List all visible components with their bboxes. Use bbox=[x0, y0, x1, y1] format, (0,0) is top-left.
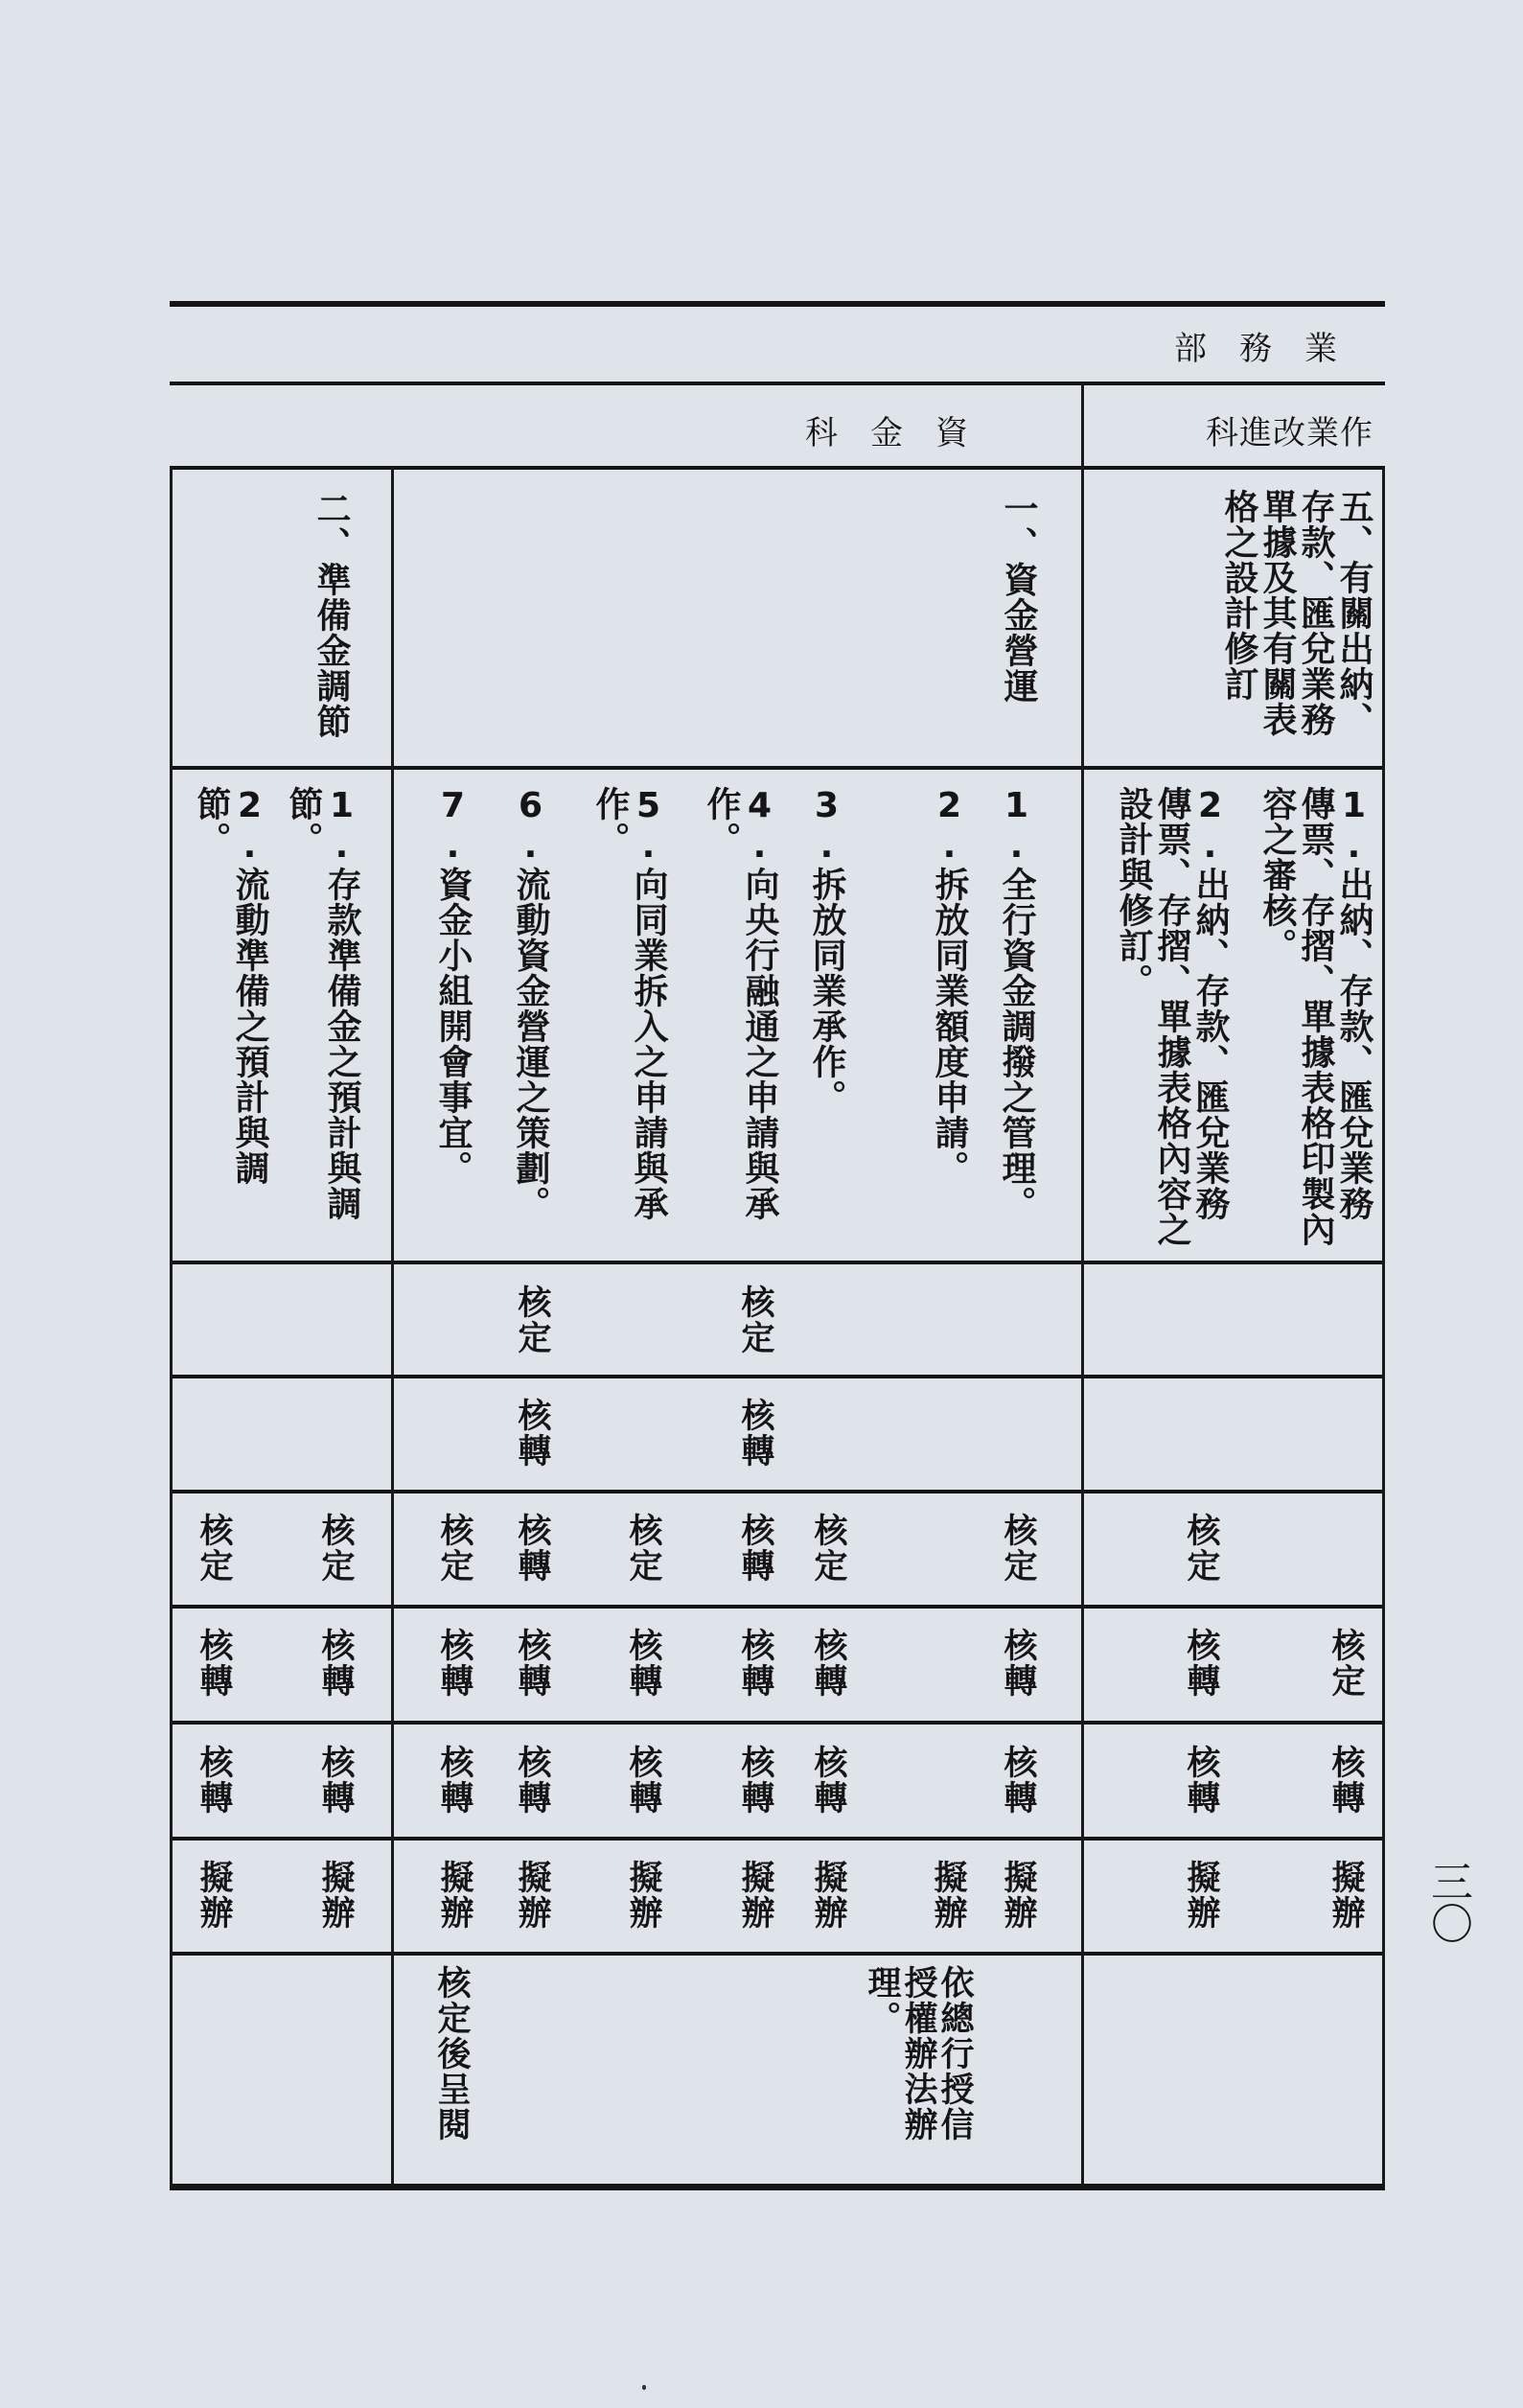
authority-cell-funds-item-5-row-6: 擬辦 bbox=[624, 1860, 662, 1931]
funds-item-6: 6.流動資金營運之策劃。 bbox=[511, 786, 550, 1221]
authority-cell-funds-item-7-row-3: 核定 bbox=[435, 1513, 473, 1584]
authority-cell-reserve-item-2-row-6: 擬辦 bbox=[195, 1860, 233, 1931]
authority-cell-reserve-item-1-row-3: 核定 bbox=[316, 1513, 355, 1584]
remark-funds-item-2: 依總行授信授權辦法辦理。 bbox=[863, 1965, 974, 2142]
authority-row-3-rule bbox=[170, 1490, 1385, 1493]
remarks-rule bbox=[170, 1952, 1385, 1956]
authority-cell-funds-item-2-row-6: 擬辦 bbox=[929, 1860, 967, 1931]
duty-divider bbox=[391, 468, 394, 2186]
bottom-rule bbox=[170, 2184, 1385, 2190]
funds-item-1: 1.全行資金調撥之管理。 bbox=[997, 786, 1036, 1221]
authority-cell-funds-item-4-row-3: 核轉 bbox=[736, 1513, 774, 1584]
authority-cell-funds-item-7-row-6: 擬辦 bbox=[435, 1860, 473, 1931]
authority-row-5-rule bbox=[170, 1721, 1385, 1725]
authority-cell-funds-item-6-row-4: 核轉 bbox=[513, 1628, 551, 1699]
authority-cell-funds-item-4-row-5: 核轉 bbox=[736, 1745, 774, 1816]
authority-cell-funds-item-3-row-6: 擬辦 bbox=[809, 1860, 847, 1931]
authority-cell-funds-item-7-row-5: 核轉 bbox=[435, 1745, 473, 1816]
table-right-edge bbox=[1382, 468, 1385, 2186]
authority-cell-funds-item-5-row-5: 核轉 bbox=[624, 1745, 662, 1816]
authority-cell-funds-item-7-row-4: 核轉 bbox=[435, 1628, 473, 1699]
authority-cell-funds-item-4-row-2: 核轉 bbox=[736, 1398, 774, 1469]
reserve-item-2: 2.流動準備之預計與調節。 bbox=[192, 786, 269, 1186]
section-title-funds: 資金科 bbox=[805, 414, 1001, 452]
authority-cell-funds-item-4-row-1: 核定 bbox=[736, 1285, 774, 1355]
authority-cell-funds-item-6-row-2: 核轉 bbox=[513, 1398, 551, 1469]
authority-cell-ops-item-2-row-6: 擬辦 bbox=[1182, 1860, 1220, 1931]
funds-item-3: 3.拆放同業承作。 bbox=[807, 786, 846, 1115]
authority-cell-ops-item-1-row-4: 核定 bbox=[1327, 1628, 1365, 1699]
authority-cell-ops-item-1-row-6: 擬辦 bbox=[1327, 1860, 1365, 1931]
table-top-rule bbox=[170, 466, 1385, 470]
authority-cell-reserve-item-1-row-5: 核轉 bbox=[316, 1745, 355, 1816]
authority-cell-funds-item-6-row-3: 核轉 bbox=[513, 1513, 551, 1584]
authority-cell-reserve-item-1-row-4: 核轉 bbox=[316, 1628, 355, 1699]
table-left-edge bbox=[170, 468, 173, 2186]
authority-cell-funds-item-1-row-4: 核轉 bbox=[999, 1628, 1037, 1699]
authority-cell-ops-item-2-row-4: 核轉 bbox=[1182, 1628, 1220, 1699]
funds-item-4: 4.向央行融通之申請與承作。 bbox=[702, 786, 779, 1221]
department-rule bbox=[170, 382, 1385, 385]
authority-cell-reserve-item-2-row-5: 核轉 bbox=[195, 1745, 233, 1816]
authority-cell-funds-item-5-row-4: 核轉 bbox=[624, 1628, 662, 1699]
duty-heading-reserve-adjustment: 二、準備金調節 bbox=[312, 491, 351, 739]
ops-item-2: 2.出納、存款、匯兌業務傳票、存摺、單據表格內容之設計與修訂。 bbox=[1114, 786, 1230, 1247]
duty-heading-fund-operations: 一、資金營運 bbox=[999, 491, 1038, 704]
authority-row-2-rule bbox=[170, 1375, 1385, 1378]
authority-cell-funds-item-3-row-3: 核定 bbox=[809, 1513, 847, 1584]
department-title: 業務部 bbox=[1174, 330, 1370, 368]
top-rule bbox=[170, 301, 1385, 307]
authority-cell-ops-item-2-row-3: 核定 bbox=[1182, 1513, 1220, 1584]
authority-cell-funds-item-3-row-5: 核轉 bbox=[809, 1745, 847, 1816]
authority-row-6-rule bbox=[170, 1837, 1385, 1841]
authority-cell-funds-item-3-row-4: 核轉 bbox=[809, 1628, 847, 1699]
ops-item-1: 1.出納、存款、匯兌業務傳票、存摺、單據表格印製內容之審核。 bbox=[1258, 786, 1373, 1247]
authority-cell-reserve-item-2-row-4: 核轉 bbox=[195, 1628, 233, 1699]
section-divider bbox=[1081, 383, 1084, 2186]
authority-cell-funds-item-6-row-1: 核定 bbox=[513, 1285, 551, 1355]
authority-row-1-rule bbox=[170, 1261, 1385, 1264]
section-title-operations-improvement: 作業改進科 bbox=[1206, 414, 1373, 452]
duty-heading-operations: 五、有關出納、存款、匯兌業務單據及其有關表格之設計修訂 bbox=[1219, 489, 1373, 737]
authority-cell-funds-item-6-row-6: 擬辦 bbox=[513, 1860, 551, 1931]
remark-funds-item-7: 核定後呈閱 bbox=[432, 1965, 471, 2142]
items-top-rule bbox=[170, 766, 1385, 770]
authority-cell-ops-item-1-row-5: 核轉 bbox=[1327, 1745, 1365, 1816]
authority-row-4-rule bbox=[170, 1605, 1385, 1609]
authority-cell-funds-item-1-row-6: 擬辦 bbox=[999, 1860, 1037, 1931]
authority-cell-funds-item-1-row-3: 核定 bbox=[999, 1513, 1037, 1584]
funds-item-7: 7.資金小組開會事宜。 bbox=[433, 786, 473, 1186]
scan-speck bbox=[642, 2385, 646, 2390]
authority-cell-reserve-item-1-row-6: 擬辦 bbox=[316, 1860, 355, 1931]
authority-cell-funds-item-5-row-3: 核定 bbox=[624, 1513, 662, 1584]
reserve-item-1: 1.存款準備金之預計與調節。 bbox=[284, 786, 361, 1221]
authority-cell-funds-item-4-row-6: 擬辦 bbox=[736, 1860, 774, 1931]
page-number: 三〇 bbox=[1423, 1860, 1472, 1944]
authority-cell-funds-item-4-row-4: 核轉 bbox=[736, 1628, 774, 1699]
authority-cell-reserve-item-2-row-3: 核定 bbox=[195, 1513, 233, 1584]
authority-cell-funds-item-6-row-5: 核轉 bbox=[513, 1745, 551, 1816]
authority-cell-funds-item-1-row-5: 核轉 bbox=[999, 1745, 1037, 1816]
funds-item-5: 5.向同業拆入之申請與承作。 bbox=[590, 786, 668, 1221]
funds-item-2: 2.拆放同業額度申請。 bbox=[930, 786, 969, 1186]
authority-cell-ops-item-2-row-5: 核轉 bbox=[1182, 1745, 1220, 1816]
